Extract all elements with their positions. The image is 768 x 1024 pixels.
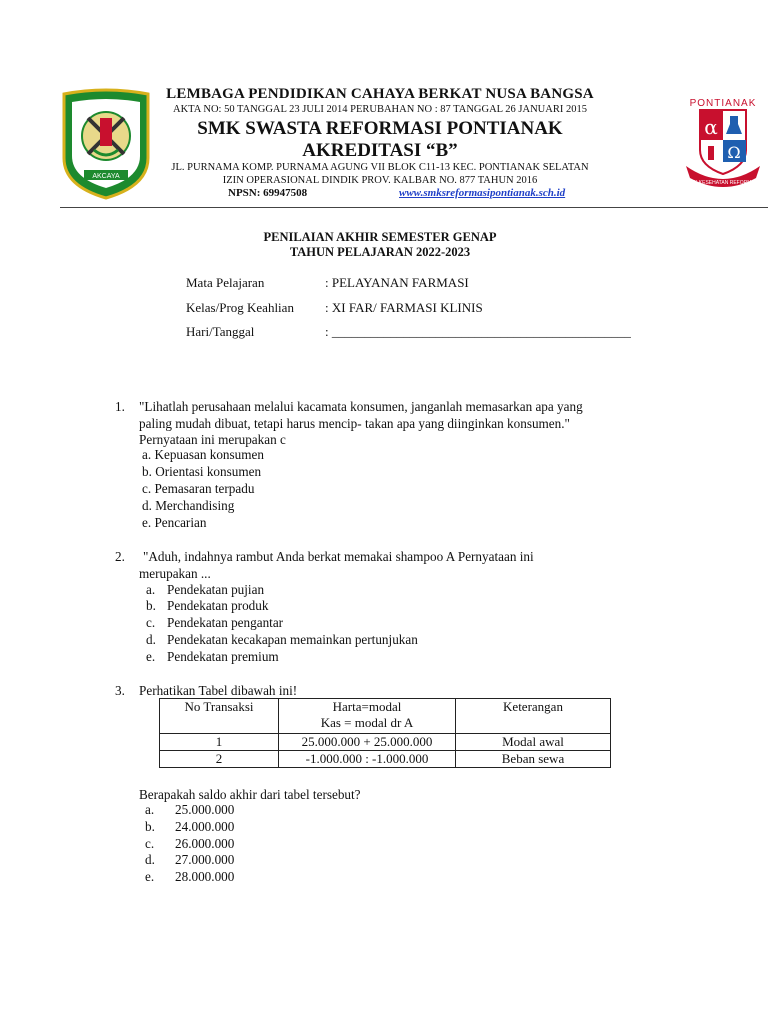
alpha-symbol: α <box>704 115 718 139</box>
info-value-subject: : PELAYANAN FARMASI <box>325 275 469 290</box>
q3-line: Perhatikan Tabel dibawah ini! <box>139 683 298 698</box>
q3-option-a[interactable]: 25.000.000 <box>175 802 235 817</box>
q2-letter-d: d. <box>146 632 156 647</box>
accreditation: AKREDITASI “B” <box>302 140 458 161</box>
omega-symbol: Ω <box>727 143 741 162</box>
q3-letter-d: d. <box>145 852 155 867</box>
info-label-date: Hari/Tanggal <box>186 324 255 339</box>
q2-line: "Aduh, indahnya rambut Anda berkat memakai shampoo A Pernyataan ini <box>143 549 534 564</box>
info-label-subject: Mata Pelajaran <box>186 275 265 290</box>
q2-letter-e: e. <box>146 649 156 664</box>
permit-line: IZIN OPERASIONAL DINDIK PROV. KALBAR NO. 877 TAHUN 2016 <box>222 175 538 186</box>
info-label-class: Kelas/Prog Keahlian <box>186 300 294 315</box>
table-cell-no: 2 <box>160 751 279 768</box>
table-header-ket: Keterangan <box>456 699 611 734</box>
table-header-row <box>160 699 611 734</box>
header-divider <box>60 207 768 208</box>
transaction-table <box>159 698 611 768</box>
address-line: JL. PURNAMA KOMP. PURNAMA AGUNG VII BLOK C11-13 KEC. PONTIANAK SELATAN <box>171 162 589 173</box>
table-header-no: No Transaksi <box>160 699 279 734</box>
exam-title: PENILAIAN AKHIR SEMESTER GENAP <box>263 230 497 244</box>
q3-option-c[interactable]: 26.000.000 <box>175 836 235 851</box>
q3-question: Berapakah saldo akhir dari tabel tersebut? <box>139 787 361 802</box>
q1-option-b[interactable]: b. Orientasi konsumen <box>142 464 262 479</box>
q2-option-e[interactable]: Pendekatan premium <box>167 649 279 664</box>
table-cell-kas: -1.000.000 : -1.000.000 <box>279 751 456 768</box>
q1-line: "Lihatlah perusahaan melalui kacamata konsumen, janganlah memasarkan apa yang <box>139 399 583 414</box>
q2-option-d[interactable]: Pendekatan kecakapan memainkan pertunjukan <box>167 632 418 647</box>
q3-option-d[interactable]: 27.000.000 <box>175 852 235 867</box>
q3-number: 3. <box>115 683 125 698</box>
logo-ribbon-text: SMK KESEHATAN REFORMASI <box>686 180 760 186</box>
q1-line: Pernyataan ini merupakan c <box>139 432 286 447</box>
q3-letter-c: c. <box>145 836 155 851</box>
q2-option-a[interactable]: Pendekatan pujian <box>167 582 265 597</box>
q2-letter-a: a. <box>146 582 156 597</box>
q2-letter-b: b. <box>146 598 156 613</box>
q3-letter-e: e. <box>145 869 155 884</box>
table-header-harta <box>279 699 456 734</box>
info-value-class: : XI FAR/ FARMASI KLINIS <box>325 300 483 315</box>
table-row <box>160 751 611 768</box>
q3-option-e[interactable]: 28.000.000 <box>175 869 235 884</box>
q1-number: 1. <box>115 399 125 414</box>
q3-letter-a: a. <box>145 802 155 817</box>
q2-letter-c: c. <box>146 615 156 630</box>
q1-option-c[interactable]: c. Pemasaran terpadu <box>142 481 255 496</box>
table-cell-no: 1 <box>160 734 279 751</box>
school-name: SMK SWASTA REFORMASI PONTIANAK <box>197 118 563 139</box>
q2-number: 2. <box>115 549 125 564</box>
q3-letter-b: b. <box>145 819 155 834</box>
table-cell-ket: Modal awal <box>456 734 611 751</box>
npsn: NPSN: 69947508 <box>228 187 308 199</box>
q2-line: merupakan ... <box>139 566 211 581</box>
akta-line: AKTA NO: 50 TANGGAL 23 JULI 2014 PERUBAHAN NO : 87 TANGGAL 26 JANUARI 2015 <box>173 104 587 115</box>
school-logo <box>680 92 766 192</box>
q3-option-b[interactable]: 24.000.000 <box>175 819 235 834</box>
q1-option-d[interactable]: d. Merchandising <box>142 498 235 513</box>
info-value-date: : ______________________________________________ <box>325 324 631 339</box>
website-link[interactable]: www.smksreformasipontianak.sch.id <box>399 187 566 199</box>
q2-option-c[interactable]: Pendekatan pengantar <box>167 615 284 630</box>
microscope-icon <box>708 146 714 160</box>
logo-city-text: PONTIANAK <box>689 98 757 109</box>
q1-line: paling mudah dibuat, tetapi harus mencip- takan apa yang diinginkan konsumen." <box>139 416 570 431</box>
kalbar-emblem-logo <box>60 88 152 200</box>
table-cell-ket: Beban sewa <box>456 751 611 768</box>
q2-option-b[interactable]: Pendekatan produk <box>167 598 269 613</box>
table-row <box>160 734 611 751</box>
table-cell-kas: 25.000.000 + 25.000.000 <box>279 734 456 751</box>
institution-name: LEMBAGA PENDIDIKAN CAHAYA BERKAT NUSA BANGSA <box>166 86 594 102</box>
emblem-motto: AKCAYA <box>92 173 120 180</box>
table-header-harta-line1: Harta=modal <box>332 699 402 714</box>
exam-year: TAHUN PELAJARAN 2022-2023 <box>289 245 471 259</box>
table-header-harta-line2: Kas = modal dr A <box>320 715 414 730</box>
q1-option-a[interactable]: a. Kepuasan konsumen <box>142 447 264 462</box>
q1-option-e[interactable]: e. Pencarian <box>142 515 207 530</box>
